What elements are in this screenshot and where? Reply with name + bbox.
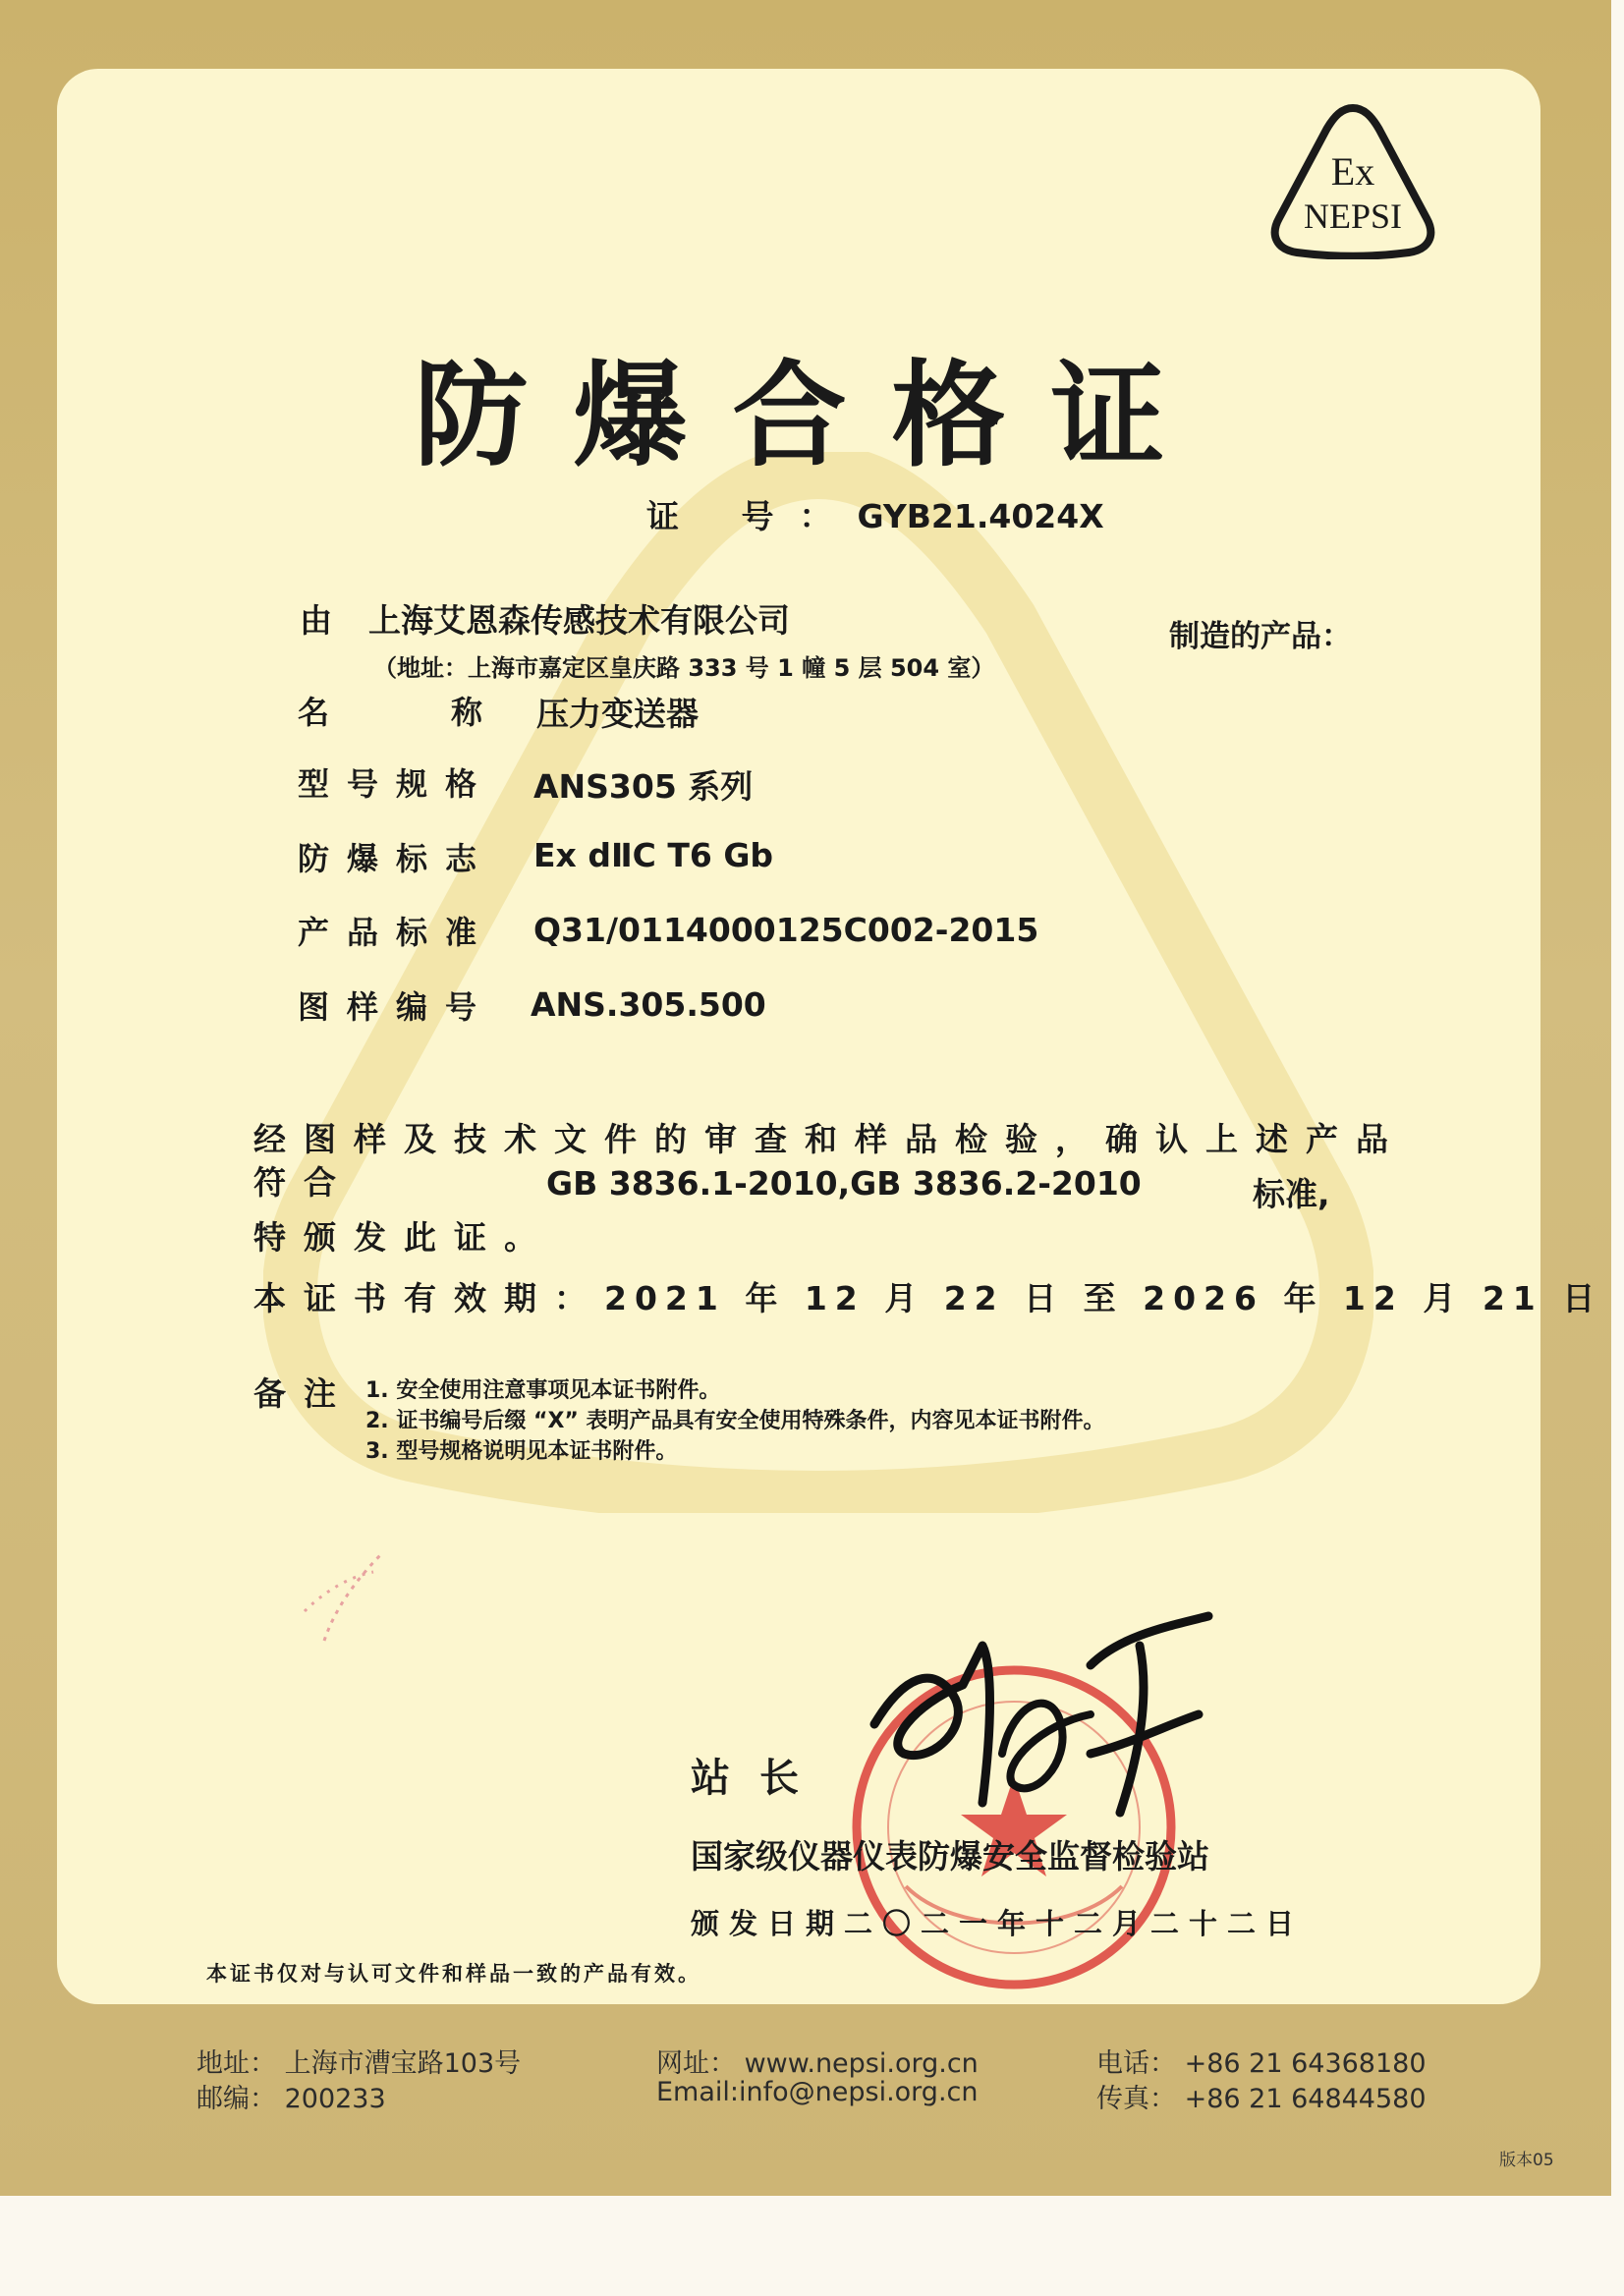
footer-address-value: 上海市漕宝路103号 [284, 2048, 522, 2079]
statement-standards: GB 3836.1-2010,GB 3836.2-2010 [546, 1164, 1142, 1203]
statement-line-3: 特颁发此证。 [253, 1218, 554, 1257]
faded-stamp-marks [295, 1533, 432, 1660]
product-name-label-2: 称 [450, 694, 482, 731]
certificate-number-line [646, 491, 1104, 537]
product-name-label [298, 688, 482, 733]
version-label: 版本05 [1499, 2151, 1554, 2170]
made-product-label: 制造的产品： [1169, 619, 1352, 654]
model-spec-label: 型号规格 [298, 765, 495, 803]
validity-line [253, 1273, 1602, 1319]
certificate-number: GYB21.4024X [857, 497, 1104, 535]
footer-tel-label: 电话： [1096, 2048, 1176, 2079]
footer-email [656, 2077, 979, 2107]
manufacturer-address: （地址：上海市嘉定区皇庆路 333 号 1 幢 5 层 504 室） [373, 654, 995, 682]
issue-date: 颁发日期二〇二一年十二月二十二日 [691, 1907, 1305, 1940]
explosion-mark-label: 防爆标志 [298, 840, 495, 877]
page-title: 防爆合格证 [414, 350, 1210, 482]
director-signature [845, 1606, 1228, 1852]
footer-tel-value: +86 21 64368180 [1184, 2048, 1427, 2079]
footer-fax-value: +86 21 64844580 [1184, 2084, 1427, 2114]
footer-tel [1096, 2042, 1427, 2080]
notes-label: 备注 [253, 1374, 354, 1413]
validity-label: 本证书有效期： [253, 1279, 604, 1317]
manufacturer-name: 上海艾恩森传感技术有限公司 [368, 601, 790, 640]
footer-email-link[interactable]: info@nepsi.org.cn [739, 2077, 979, 2107]
manufacturer-by-label: 由 [300, 601, 332, 640]
issuing-station: 国家级仪器仪表防爆安全监督检验站 [691, 1837, 1209, 1876]
validity-period: 2021 年 12 月 22 日 至 2026 年 12 月 21 日 [604, 1279, 1603, 1317]
logo-nepsi-text: NEPSI [1303, 196, 1403, 236]
product-name-value: 压力变送器 [536, 695, 699, 733]
product-standard-label: 产品标准 [298, 914, 495, 951]
footer-web-label: 网址： [656, 2048, 736, 2079]
footer-address-label: 地址： [196, 2048, 276, 2079]
footer-fax [1096, 2077, 1427, 2115]
note-item: 3. 型号规格说明见本证书附件。 [365, 1439, 678, 1464]
nepsi-logo-icon [1269, 102, 1436, 259]
statement-line-1: 经图样及技术文件的审查和样品检验，确认上述产品 [253, 1120, 1406, 1158]
footer-address [196, 2042, 521, 2080]
statement-standard-word: 标准, [1253, 1175, 1330, 1213]
footer-web [656, 2042, 979, 2080]
director-label: 站长 [691, 1756, 828, 1801]
explosion-mark-value: Ex dⅡC T6 Gb [533, 836, 774, 874]
footer-web-link[interactable]: www.nepsi.org.cn [744, 2048, 979, 2079]
drawing-number-label: 图样编号 [298, 988, 495, 1026]
statement-comply-label: 符合 [253, 1163, 354, 1202]
footer-zip [196, 2077, 386, 2115]
logo-ex-text: Ex [1330, 149, 1375, 194]
product-standard-value: Q31/0114000125C002-2015 [533, 911, 1039, 949]
certificate-number-label: 证 号： [646, 497, 858, 535]
footer-fax-label: 传真： [1096, 2084, 1176, 2114]
model-spec-value: ANS305 系列 [533, 767, 754, 806]
note-item: 1. 安全使用注意事项见本证书附件。 [365, 1378, 721, 1403]
note-item: 2. 证书编号后缀 “X” 表明产品具有安全使用特殊条件，内容见本证书附件。 [365, 1409, 1105, 1433]
drawing-number-value: ANS.305.500 [531, 985, 766, 1024]
footer-email-label: Email: [656, 2077, 740, 2107]
footer-zip-label: 邮编： [196, 2084, 276, 2114]
product-name-label-1: 名 [298, 694, 330, 731]
validity-note: 本证书仅对与认可文件和样品一致的产品有效。 [206, 1962, 701, 1986]
footer-zip-value: 200233 [284, 2084, 386, 2114]
